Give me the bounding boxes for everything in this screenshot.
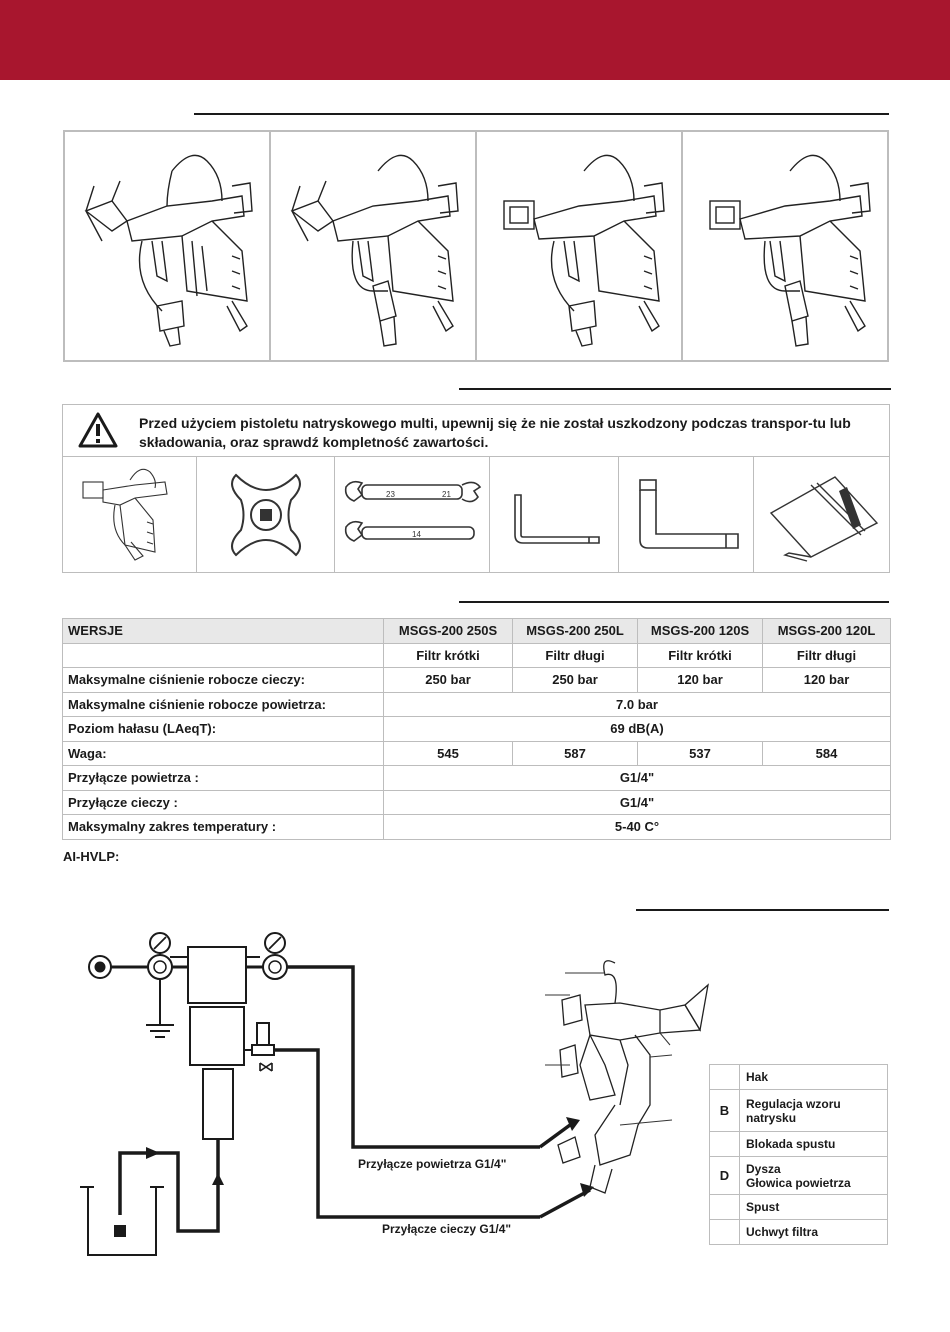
pump-middle xyxy=(190,1007,244,1065)
air-connection-label: Przyłącze powietrza G1/4" xyxy=(358,1157,507,1171)
spec-header-row xyxy=(63,619,891,644)
spec-cell: Filtr krótki xyxy=(638,643,763,668)
spec-row-temperature xyxy=(63,815,891,840)
spec-row-fluid-pressure xyxy=(63,668,891,693)
spec-row-weight xyxy=(63,741,891,766)
spec-cell: Filtr długi xyxy=(763,643,891,668)
legend-label-cell xyxy=(740,1157,888,1195)
section-rule-models xyxy=(194,113,889,115)
legend-label: Regulacja wzoru natrysku xyxy=(740,1090,888,1132)
wrench-large-number-2: 21 xyxy=(441,489,451,499)
section-rule-contents xyxy=(459,388,891,390)
air-line xyxy=(287,967,540,1147)
spec-header-model: MSGS-200 250S xyxy=(384,619,513,644)
spec-cell: 69 dB(A) xyxy=(384,717,891,742)
spec-cell: 5-40 C° xyxy=(384,815,891,840)
legend-key xyxy=(710,1065,740,1090)
spec-cell: 120 bar xyxy=(638,668,763,693)
spec-cell: Filtr krótki xyxy=(384,643,513,668)
spec-row-label: Poziom hałasu (LAeqT): xyxy=(63,717,384,742)
spec-row-label: Maksymalne ciśnienie robocze powietrza: xyxy=(63,692,384,717)
legend-label: Spust xyxy=(740,1195,888,1220)
spec-cell xyxy=(63,643,384,668)
valve-icon xyxy=(260,1063,272,1071)
ground-icon xyxy=(146,1025,174,1037)
spec-header-versions: WERSJE xyxy=(63,619,384,644)
pump-lower xyxy=(203,1069,233,1139)
regulator-right-icon xyxy=(263,955,287,979)
gun-model-3-image xyxy=(477,132,683,360)
spec-cell: 7.0 bar xyxy=(384,692,891,717)
legend-label: Blokada spustu xyxy=(740,1132,888,1157)
spec-row-label: Maksymalne ciśnienie robocze cieczy: xyxy=(63,668,384,693)
notice-box xyxy=(62,404,890,456)
legend-key xyxy=(710,1195,740,1220)
spec-table xyxy=(62,618,891,840)
section-rule-diagram xyxy=(636,909,889,911)
spec-cell: G1/4" xyxy=(384,766,891,791)
legend-label: Hak xyxy=(740,1065,888,1090)
wrench-small-image xyxy=(342,515,482,555)
gun-models-grid xyxy=(63,130,889,362)
legend-label: Dysza xyxy=(746,1161,781,1176)
legend-row xyxy=(710,1065,888,1090)
regulator-left-icon xyxy=(148,955,172,979)
legend-label-secondary: Głowica powietrza xyxy=(746,1175,851,1190)
spec-row-label: Przyłącze cieczy : xyxy=(63,790,384,815)
gun-model-2-image xyxy=(271,132,477,360)
accessory-cross-tool-image xyxy=(197,457,335,572)
parts-legend-table xyxy=(709,1064,888,1245)
spec-cell: 537 xyxy=(638,741,763,766)
accessory-gun-image xyxy=(63,457,197,572)
spec-row-label: Przyłącze powietrza : xyxy=(63,766,384,791)
spec-row-air-pressure xyxy=(63,692,891,717)
accessory-manual-image xyxy=(754,457,889,572)
ai-hvlp-label: AI-HVLP: xyxy=(63,849,120,864)
spec-filter-row xyxy=(63,643,891,668)
accessory-wrenches xyxy=(335,457,490,572)
legend-row xyxy=(710,1220,888,1245)
spec-row-label: Maksymalny zakres temperatury : xyxy=(63,815,384,840)
diagram-gun-image xyxy=(558,961,708,1193)
spec-header-model: MSGS-200 250L xyxy=(513,619,638,644)
spec-row-noise xyxy=(63,717,891,742)
wrench-large-number-1: 23 xyxy=(385,489,395,499)
legend-key xyxy=(710,1220,740,1245)
warning-icon xyxy=(77,411,119,449)
accessory-hex-key-image xyxy=(490,457,619,572)
legend-row xyxy=(710,1157,888,1195)
spec-row-fluid-connection xyxy=(63,790,891,815)
spec-row-label: Waga: xyxy=(63,741,384,766)
legend-key xyxy=(710,1132,740,1157)
accessories-row xyxy=(62,456,890,573)
spec-cell: 250 bar xyxy=(513,668,638,693)
connection-diagram xyxy=(60,925,710,1260)
fluid-connection-label: Przyłącze cieczy G1/4" xyxy=(382,1222,512,1236)
spec-cell: 545 xyxy=(384,741,513,766)
header-banner xyxy=(0,0,950,80)
spec-header-model: MSGS-200 120S xyxy=(638,619,763,644)
accessory-socket-key-image xyxy=(619,457,754,572)
spec-header-model: MSGS-200 120L xyxy=(763,619,891,644)
wrench-small-number: 14 xyxy=(411,529,421,539)
legend-label: Uchwyt filtra xyxy=(740,1220,888,1245)
legend-row xyxy=(710,1090,888,1132)
spec-cell: 587 xyxy=(513,741,638,766)
spec-cell: 250 bar xyxy=(384,668,513,693)
spec-cell: G1/4" xyxy=(384,790,891,815)
notice-text: Przed użyciem pistoletu natryskowego multi, upewnij się że nie został uszkodzony podczas transpor-tu lub składowania, oraz sprawdź kompletność zawartości. xyxy=(139,415,851,450)
gun-model-4-image xyxy=(683,132,887,360)
fluid-line xyxy=(274,1050,540,1217)
legend-key: B xyxy=(710,1090,740,1132)
pump-top xyxy=(188,947,246,1003)
legend-row xyxy=(710,1132,888,1157)
section-rule-specs xyxy=(459,601,889,603)
legend-row xyxy=(710,1195,888,1220)
wrench-large-image xyxy=(342,475,482,515)
spec-cell: Filtr długi xyxy=(513,643,638,668)
spec-row-air-connection xyxy=(63,766,891,791)
spec-cell: 120 bar xyxy=(763,668,891,693)
bucket xyxy=(88,1187,156,1255)
gun-model-1-image xyxy=(65,132,271,360)
legend-key: D xyxy=(710,1157,740,1195)
spec-cell: 584 xyxy=(763,741,891,766)
